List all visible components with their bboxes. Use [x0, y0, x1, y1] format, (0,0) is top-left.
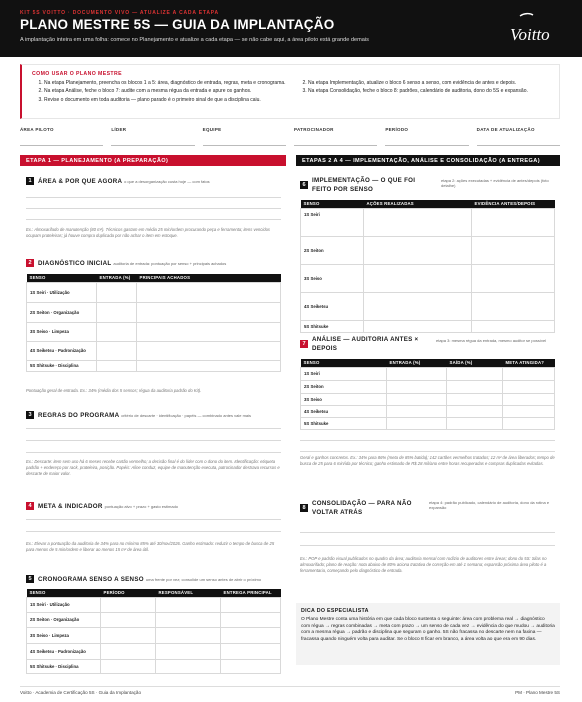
column-header: EVIDÊNCIA ANTES/DEPOIS	[472, 200, 555, 208]
block-title	[38, 178, 283, 185]
column-header: PRINCIPAIS ACHADOS	[137, 274, 281, 282]
table-row	[301, 292, 555, 320]
block-title	[38, 503, 283, 510]
page-footer	[20, 690, 560, 695]
exit-cell[interactable]	[447, 393, 503, 405]
block-title-text: DIAGNÓSTICO INICIAL	[38, 259, 112, 267]
owner-cell[interactable]	[156, 597, 221, 612]
column-header: SENSO	[301, 200, 364, 208]
entry-cell[interactable]	[387, 417, 447, 429]
block-number: 6	[300, 181, 308, 189]
how-to-use-box	[20, 64, 560, 119]
implementation-table	[300, 200, 555, 333]
table-row	[27, 659, 281, 673]
table-row	[301, 405, 555, 417]
block-example: Geral e ganhos concretos. Ex.: 34% para 86% (meta de 85% batida); 142 cartões vermelhos tratados; 12 m² de área liberados; tempo de busca de 25 para 6 min/ida por técnico; ganho estimado de R$ 28 mil/ano entre horas recuperadas e compras duplicadas evitadas.	[300, 455, 555, 467]
how-to-use-list-right	[308, 80, 553, 97]
delivery-cell[interactable]	[221, 643, 281, 659]
row-label: 5S Shitsuke	[301, 417, 387, 429]
evidence-cell[interactable]	[472, 320, 555, 332]
entry-cell[interactable]	[97, 360, 137, 371]
block-hint: uma frente por vez; consolide um senso antes de abrir o próximo	[145, 576, 262, 582]
list-item: 2. Na etapa Análise, feche o bloco 7: audite com a mesma régua da entrada e apure os ganhos.	[44, 88, 289, 95]
findings-cell[interactable]	[137, 322, 281, 341]
row-label: 4S Seiketsu	[301, 292, 364, 320]
table-row	[301, 367, 555, 380]
footer-divider	[20, 686, 560, 687]
evidence-cell[interactable]	[472, 292, 555, 320]
expert-tip-box	[296, 603, 560, 665]
table-row	[27, 597, 281, 612]
table-row	[301, 380, 555, 393]
block-example: Ex.: Elevar a pontuação da auditoria de 34% para no mínimo 85% até 30/nov/2026. Ganho estimado: reduzir o tempo de busca de 25 para menos de 5 min/ordem e liberar ao menos 15 m² de área útil.	[26, 541, 275, 553]
row-label: 2S Seiton	[301, 380, 387, 393]
voitto-logo	[508, 10, 560, 50]
table-row	[27, 282, 281, 302]
row-label: 3S Seiso	[301, 264, 364, 292]
row-label: 2S Seiton	[301, 236, 364, 264]
owner-cell[interactable]	[156, 659, 221, 673]
table-row	[301, 393, 555, 405]
header-kicker: KIT 5S VOITTO · DOCUMENTO VIVO — ATUALIZE A CADA ETAPA	[20, 10, 219, 16]
expert-tip-body: O Plano Mestre conta uma história em que cada bloco sustenta o seguinte: área com problema real → diagnóstico com régua → regras combinadas → meta com prazo → um senso de cada vez → evidência do que mudou → auditoria com a mesma régua → padrão e disciplina que seguram o ganho. 5S não fracassa no descarte nem na faxina — fracassa quando ninguém volta para auditar. Se o bloco 8 ficar em branco, a área volta ao que era em 90 dias.	[301, 617, 555, 643]
write-line[interactable]	[300, 451, 555, 452]
page-title: PLANO MESTRE 5S — GUIA DA IMPLANTAÇÃO	[20, 17, 335, 32]
block-hint: auditoria de entrada: pontuação por senso + principais achados	[113, 260, 227, 266]
table-row	[27, 360, 281, 371]
block-title	[38, 260, 283, 267]
actions-cell[interactable]	[364, 264, 472, 292]
block-example: Ex.: POP e padrão visual publicados no quadro da área; auditoria mensal com rodízio de auditores entre áreas; dono do 5S: Silas no almoxarifado; plano de reação: nota abaixo de 80% aciona tratativa de correção em até 1 semana; expansão próxima área piloto é a ferramentaria, começando pelo diagnóstico de entrada.	[300, 556, 547, 574]
field-data-atualizacao[interactable]: DATA DE ATUALIZAÇÃO	[477, 124, 560, 146]
goal-cell[interactable]	[503, 367, 555, 380]
block-example: Pontuação geral de entrada. Ex.: 34% (média dos 5 sensos; régua da auditoria padrão do Kit).	[26, 388, 202, 393]
owner-cell[interactable]	[156, 643, 221, 659]
block-title	[38, 576, 283, 583]
row-label: 3S Seiso	[301, 393, 387, 405]
owner-cell[interactable]	[156, 612, 221, 627]
actions-cell[interactable]	[364, 208, 472, 236]
block-number: 3	[26, 411, 34, 419]
block-number: 2	[26, 259, 34, 267]
write-line[interactable]	[300, 440, 555, 441]
table-row	[301, 264, 555, 292]
page-header	[0, 0, 582, 57]
block-hint: pontuação alvo + prazo + gasto estimado	[104, 503, 179, 509]
list-item: 2. Na etapa Implementação, atualize o bloco 6 senso a senso, com evidência de antes e depois.	[308, 80, 553, 87]
list-item: 3. Revise o documento em toda auditoria — plano parado é o primeiro sinal de que a disciplina caiu.	[44, 97, 289, 104]
block-number: 8	[300, 504, 308, 512]
column-header: META ATINGIDA?	[503, 359, 555, 367]
list-item: 3. Na etapa Consolidação, feche o bloco 8: padrões, calendário de auditoria, dono do 5S e expansão.	[308, 88, 553, 95]
findings-cell[interactable]	[137, 360, 281, 371]
table-row	[27, 612, 281, 627]
how-to-use-title: COMO USAR O PLANO MESTRE	[32, 71, 123, 77]
row-label: 5S Shitsuke · Disciplina	[27, 659, 101, 673]
block-title	[38, 412, 283, 419]
block-title-text: CRONOGRAMA SENSO A SENSO	[38, 575, 144, 583]
delivery-cell[interactable]	[221, 597, 281, 612]
findings-cell[interactable]	[137, 302, 281, 322]
entry-cell[interactable]	[97, 302, 137, 322]
exit-cell[interactable]	[447, 380, 503, 393]
column-header: PERÍODO	[101, 589, 156, 597]
block-title: ANÁLISE — AUDITORIA ANTES × DEPOIS	[312, 336, 419, 352]
block-number: 5	[26, 575, 34, 583]
block-hint: etapa 3: mesma régua da entrada, mesmo auditor se possível	[436, 338, 547, 343]
block-number: 4	[26, 502, 34, 510]
row-label: 2S Seiton · Organização	[27, 302, 97, 322]
entry-cell[interactable]	[387, 367, 447, 380]
block-title-text: META & INDICADOR	[38, 502, 103, 510]
block-title-text: ÁREA & POR QUE AGORA	[38, 177, 123, 185]
actions-cell[interactable]	[364, 320, 472, 332]
column-header: SENSO	[301, 359, 387, 367]
period-cell[interactable]	[101, 597, 156, 612]
period-cell[interactable]	[101, 627, 156, 643]
block-hint: etapa 4: padrão publicado, calendário de auditoria, dono da rotina e expansão	[429, 500, 550, 510]
field-periodo[interactable]: PERÍODO	[385, 124, 468, 146]
block-title: IMPLEMENTAÇÃO — O QUE FOI FEITO POR SENSO	[312, 177, 416, 193]
write-line[interactable]	[26, 219, 281, 220]
goal-cell[interactable]	[503, 393, 555, 405]
period-cell[interactable]	[101, 659, 156, 673]
row-label: 4S Seiketsu	[301, 405, 387, 417]
row-label: 1S Seiri	[301, 367, 387, 380]
footer-right: PM · Plano Mestre 5S	[515, 690, 560, 695]
period-cell[interactable]	[101, 612, 156, 627]
column-header: ENTRADA (%)	[387, 359, 447, 367]
column-header: SENSO	[27, 589, 101, 597]
entry-cell[interactable]	[387, 405, 447, 417]
band-planning: ETAPA 1 — PLANEJAMENTO (A PREPARAÇÃO)	[20, 155, 286, 166]
write-line[interactable]	[26, 440, 281, 441]
column-header: AÇÕES REALIZADAS	[364, 200, 472, 208]
row-label: 1S Seiri · Utilização	[27, 282, 97, 302]
row-label: 3S Seiso · Limpeza	[27, 627, 101, 643]
block-title: CONSOLIDAÇÃO — PARA NÃO VOLTAR ATRÁS	[312, 500, 412, 516]
block-number: 7	[300, 340, 308, 348]
write-line[interactable]	[300, 532, 555, 533]
delivery-cell[interactable]	[221, 612, 281, 627]
logo-text: Voitto	[510, 25, 550, 44]
field-lider[interactable]: LÍDER	[111, 124, 194, 146]
block-number: 1	[26, 177, 34, 185]
row-label: 5S Shitsuke · Disciplina	[27, 360, 97, 371]
schedule-table	[26, 589, 281, 674]
findings-cell[interactable]	[137, 341, 281, 360]
exit-cell[interactable]	[447, 405, 503, 417]
table-row	[301, 320, 555, 332]
row-label: 5S Shitsuke	[301, 320, 364, 332]
page-subtitle: A implantação inteira em uma folha: comece no Planejamento e atualize a cada etapa — se não cabe aqui, a área piloto está grande demais	[20, 37, 369, 43]
table-row	[27, 643, 281, 659]
write-line[interactable]	[300, 545, 555, 546]
delivery-cell[interactable]	[221, 659, 281, 673]
footer-left: Voitto · Academia de Certificação 5S · Guia da Implantação	[20, 690, 142, 695]
block-hint: o que a desorganização custa hoje — com fatos	[124, 178, 210, 184]
table-row	[27, 341, 281, 360]
block-hint: critério de descarte · identificação · papéis — combinado antes vale mais	[121, 412, 252, 418]
entry-cell[interactable]	[387, 393, 447, 405]
write-line[interactable]	[26, 428, 281, 429]
table-row	[27, 322, 281, 341]
row-label: 4S Seiketsu · Padronização	[27, 341, 97, 360]
diagnosis-table	[26, 274, 281, 372]
write-line[interactable]	[26, 197, 281, 198]
column-header: ENTRADA (%)	[97, 274, 137, 282]
block-example: Ex.: Almoxarifado de manutenção (80 m²). Técnicos gastam em média 25 min/ordem procurando peça e ferramenta; itens vencidos ocupam prateleiras; já houve compra duplicada por não achar o item em estoque.	[26, 227, 270, 239]
row-label: 3S Seiso · Limpeza	[27, 322, 97, 341]
row-label: 4S Seiketsu · Padronização	[27, 643, 101, 659]
table-row	[301, 417, 555, 429]
expert-tip-title: DICA DO ESPECIALISTA	[301, 608, 369, 614]
write-line[interactable]	[26, 531, 281, 532]
table-row	[27, 302, 281, 322]
entry-cell[interactable]	[97, 282, 137, 302]
write-line[interactable]	[26, 208, 281, 209]
findings-cell[interactable]	[137, 282, 281, 302]
evidence-cell[interactable]	[472, 264, 555, 292]
project-meta-fields	[20, 124, 560, 146]
column-header: SAÍDA (%)	[447, 359, 503, 367]
write-line[interactable]	[26, 519, 281, 520]
exit-cell[interactable]	[447, 367, 503, 380]
entry-cell[interactable]	[97, 341, 137, 360]
delivery-cell[interactable]	[221, 627, 281, 643]
list-item: 1. Na etapa Planejamento, preencha os blocos 1 a 5: área, diagnóstico de entrada, regras, meta e cronograma.	[44, 80, 289, 87]
entry-cell[interactable]	[387, 380, 447, 393]
write-line[interactable]	[26, 452, 281, 453]
field-area-piloto[interactable]: ÁREA PILOTO	[20, 124, 103, 146]
table-row	[301, 236, 555, 264]
block-hint: etapa 2: ações executadas + evidência de antes/depois (foto detalhe)	[441, 178, 549, 188]
entry-cell[interactable]	[97, 322, 137, 341]
goal-cell[interactable]	[503, 405, 555, 417]
block-title-text: REGRAS DO PROGRAMA	[38, 411, 120, 419]
band-delivery: ETAPAS 2 A 4 — IMPLEMENTAÇÃO, ANÁLISE E CONSOLIDAÇÃO (A ENTREGA)	[296, 155, 560, 166]
block-example: Ex.: Descarte: item sem uso há 6 meses recebe cartão vermelho; a decisão final é do líder com o dono do item. Identificação: etiqueta padrão + endereço por rack, prateleira, posição. Papéis: Aline conduz, equipe de manutenção executa, patrocinador destrava recursos e descarte de maior valor.	[26, 459, 280, 477]
evidence-cell[interactable]	[472, 208, 555, 236]
row-label: 2S Seiton · Organização	[27, 612, 101, 627]
audit-table	[300, 359, 555, 430]
actions-cell[interactable]	[364, 292, 472, 320]
evidence-cell[interactable]	[472, 236, 555, 264]
row-label: 1S Seiri	[301, 208, 364, 236]
column-header: SENSO	[27, 274, 97, 282]
column-header: ENTREGA PRINCIPAL	[221, 589, 281, 597]
owner-cell[interactable]	[156, 627, 221, 643]
field-equipe[interactable]: EQUIPE	[203, 124, 286, 146]
period-cell[interactable]	[101, 643, 156, 659]
exit-cell[interactable]	[447, 417, 503, 429]
field-patrocinador[interactable]: PATROCINADOR	[294, 124, 377, 146]
actions-cell[interactable]	[364, 236, 472, 264]
how-to-use-list-left	[44, 80, 289, 105]
goal-cell[interactable]	[503, 417, 555, 429]
goal-cell[interactable]	[503, 380, 555, 393]
table-row	[27, 627, 281, 643]
column-header: RESPONSÁVEL	[156, 589, 221, 597]
table-row	[301, 208, 555, 236]
row-label: 1S Seiri · Utilização	[27, 597, 101, 612]
